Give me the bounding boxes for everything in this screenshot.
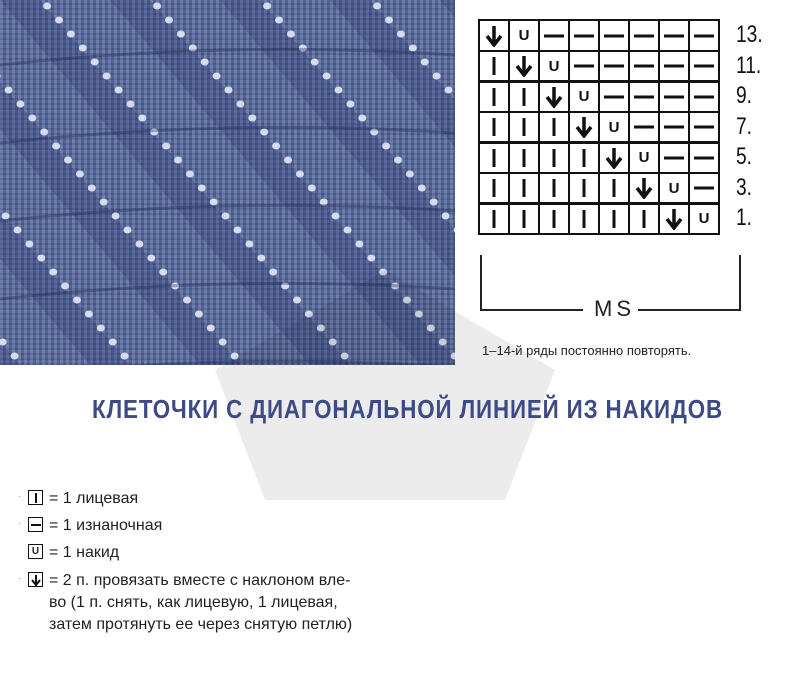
chart-cell-decrease — [478, 19, 510, 52]
pattern-title: КЛЕТОЧКИ С ДИАГОНАЛЬНОЙ ЛИНИЕЙ ИЗ НАКИДОВ — [92, 394, 724, 424]
chart-cell-purl — [658, 19, 690, 52]
chart-cell-decrease — [568, 111, 600, 144]
eyelet-hole — [213, 73, 221, 80]
legend-knit-text: = 1 лицевая — [49, 490, 139, 507]
chart-cell-knit — [538, 111, 570, 144]
chart-cell-knit — [508, 80, 540, 113]
eyelet-hole — [159, 269, 167, 276]
legend-knit: · = 1 лицевая — [18, 488, 409, 510]
eyelet-hole — [263, 3, 271, 10]
eyelet-hole — [272, 143, 280, 150]
chart-cell-purl — [598, 19, 630, 52]
eyelet-hole — [311, 59, 319, 66]
eyelet-hole — [5, 87, 13, 94]
row-number: 9. — [736, 82, 753, 109]
row-number: 7. — [736, 112, 753, 140]
eyelet-hole — [16, 101, 24, 108]
row-number: 1. — [736, 204, 753, 231]
eyelet-hole — [177, 31, 185, 38]
eyelet-hole — [445, 87, 453, 94]
eyelet-hole — [100, 199, 108, 206]
chart-cell-decrease — [538, 80, 570, 113]
eyelet-hole — [394, 157, 402, 164]
eyelet-hole — [323, 73, 331, 80]
eyelet-hole — [138, 115, 146, 122]
yarn-over-symbol-icon: U — [28, 544, 43, 559]
chart-cell-yo: U — [628, 141, 660, 174]
chart-cell-knit — [478, 202, 510, 235]
eyelet-hole — [275, 17, 283, 24]
chart-cell-knit — [538, 141, 570, 174]
legend-decrease-text-2: во (1 п. снять, как лицевую, 1 лицевая, — [49, 594, 338, 611]
legend-purl: · = 1 изнаночная — [18, 515, 409, 537]
eyelet-hole — [76, 171, 84, 178]
eyelet-hole — [421, 59, 429, 66]
eyelet-hole — [186, 171, 194, 178]
chart-cell-knit — [628, 202, 660, 235]
eyelet-hole — [79, 45, 87, 52]
chart-cell-purl — [628, 80, 660, 113]
chart-cell-knit — [478, 50, 510, 83]
chart-cell-decrease — [658, 202, 690, 235]
eyelet-hole — [112, 213, 120, 220]
eyelet-hole — [225, 87, 233, 94]
eyelet-hole — [234, 227, 242, 234]
row-number: 3. — [736, 173, 753, 201]
eyelet-hole — [14, 227, 22, 234]
chart-cell-knit — [508, 141, 540, 174]
eyelet-hole — [126, 101, 134, 108]
eyelet-hole — [88, 185, 96, 192]
eyelet-hole — [124, 227, 132, 234]
chart-cell-purl — [688, 50, 720, 83]
row-number: 5. — [736, 143, 753, 170]
eyelet-hole — [210, 199, 218, 206]
eyelet-hole — [358, 115, 366, 122]
chart-cell-yo: U — [508, 19, 540, 52]
eyelet-hole — [103, 73, 111, 80]
chart-cell-knit — [508, 202, 540, 235]
legend-decrease-text-1: = 2 п. провязать вместе с наклоном вле- — [49, 572, 351, 589]
eyelet-hole — [52, 143, 60, 150]
chart-cell-purl — [538, 19, 570, 52]
eyelet-hole — [73, 297, 81, 304]
shadow-band — [0, 0, 20, 365]
eyelet-hole — [198, 185, 206, 192]
chart-cell-knit — [568, 172, 600, 205]
chart-cell-knit — [508, 111, 540, 144]
eyelet-hole — [43, 3, 51, 10]
legend-yo — [18, 542, 409, 564]
eyelet-hole — [67, 31, 75, 38]
eyelet-hole — [406, 171, 414, 178]
chart-cell-knit — [568, 202, 600, 235]
eyelet-hole — [248, 115, 256, 122]
eyelet-hole — [332, 213, 340, 220]
repeat-label: MS — [594, 296, 635, 321]
chart-cell-purl — [568, 50, 600, 83]
knit-symbol-icon — [28, 490, 43, 505]
row-number: 13. — [736, 21, 763, 48]
eyelet-hole — [61, 283, 69, 290]
chart-cell-knit — [598, 172, 630, 205]
chart-cell-purl — [688, 80, 720, 113]
chart-cell-purl — [658, 80, 690, 113]
legend-yo-text: = 1 накид — [49, 544, 120, 561]
eyelet-hole — [2, 213, 10, 220]
eyelet-hole — [55, 17, 63, 24]
eyelet-hole — [382, 143, 390, 150]
legend-decrease: · = 2 п. провязать вместе с наклоном вле- во (1 п. снять, как лицевую, 1 лицевая, затем протянуть ее через снятую петлю) — [18, 572, 353, 633]
row-number: 11. — [736, 51, 762, 79]
chart-cell-purl — [658, 111, 690, 144]
eyelet-hole — [442, 213, 450, 220]
chart-cell-purl — [598, 50, 630, 83]
eyelet-hole — [201, 59, 209, 66]
eyelet-hole — [284, 157, 292, 164]
chart-cell-purl — [628, 50, 660, 83]
eyelet-hole — [260, 129, 268, 136]
chart-cell-purl — [688, 111, 720, 144]
chart-cell-yo: U — [658, 172, 690, 205]
chart-cell-yo: U — [568, 80, 600, 113]
eyelet-hole — [115, 87, 123, 94]
chart-cell-yo: U — [688, 202, 720, 235]
eyelet-hole — [0, 339, 7, 346]
eyelet-hole — [418, 185, 426, 192]
eyelet-hole — [147, 255, 155, 262]
chart-cell-knit — [538, 172, 570, 205]
chart-cell-decrease — [628, 172, 660, 205]
chart-cell-knit — [538, 202, 570, 235]
eyelet-hole — [97, 325, 105, 332]
eyelet-hole — [287, 31, 295, 38]
eyelet-hole — [40, 129, 48, 136]
eyelet-hole — [174, 157, 182, 164]
chart-cell-yo: U — [538, 50, 570, 83]
chart-cell-purl — [628, 111, 660, 144]
decrease-symbol-icon — [28, 572, 43, 587]
eyelet-hole — [28, 115, 36, 122]
eyelet-hole — [109, 339, 117, 346]
eyelet-hole — [346, 101, 354, 108]
eyelet-hole — [308, 185, 316, 192]
chart-cell-knit — [568, 141, 600, 174]
eyelet-hole — [430, 199, 438, 206]
eyelet-hole — [49, 269, 57, 276]
eyelet-hole — [91, 59, 99, 66]
eyelet-hole — [433, 73, 441, 80]
eyelet-hole — [373, 3, 381, 10]
legend-decrease-text-3: затем протянуть ее через снятую петлю) — [49, 616, 353, 633]
chart-cell-purl — [658, 141, 690, 174]
eyelet-hole — [355, 241, 363, 248]
chart-cell-purl — [688, 172, 720, 205]
eyelet-hole — [85, 311, 93, 318]
chart-cell-purl — [658, 50, 690, 83]
eyelet-hole — [245, 241, 253, 248]
chart-cell-purl — [598, 80, 630, 113]
eyelet-hole — [236, 101, 244, 108]
eyelet-hole — [11, 353, 19, 360]
chart-cell-purl — [568, 19, 600, 52]
chart-cell-decrease — [598, 141, 630, 174]
eyelet-hole — [0, 73, 1, 80]
chart-cell-knit — [478, 111, 510, 144]
repeat-note: 1–14-й ряды постоянно повторять. — [482, 343, 692, 358]
legend-purl-text: = 1 изнаночная — [49, 517, 163, 534]
chart-cell-knit — [508, 172, 540, 205]
chart-cell-knit — [598, 202, 630, 235]
chart-cell-yo: U — [598, 111, 630, 144]
eyelet-hole — [222, 213, 230, 220]
eyelet-hole — [344, 227, 352, 234]
eyelet-hole — [25, 241, 33, 248]
eyelet-hole — [397, 31, 405, 38]
eyelet-hole — [162, 143, 170, 150]
eyelet-hole — [153, 3, 161, 10]
purl-symbol-icon — [28, 517, 43, 532]
eyelet-hole — [165, 17, 173, 24]
eyelet-hole — [296, 171, 304, 178]
chart-cell-decrease — [508, 50, 540, 83]
chart-cell-purl — [688, 141, 720, 174]
eyelet-hole — [385, 17, 393, 24]
chart-cell-purl — [628, 19, 660, 52]
eyelet-hole — [135, 241, 143, 248]
eyelet-hole — [335, 87, 343, 94]
eyelet-hole — [64, 157, 72, 164]
chart-cell-purl — [688, 19, 720, 52]
eyelet-hole — [37, 255, 45, 262]
eyelet-hole — [409, 45, 417, 52]
chart-cell-knit — [478, 80, 510, 113]
chart-cell-knit — [478, 141, 510, 174]
eyelet-hole — [121, 353, 129, 360]
chart-cell-knit — [478, 172, 510, 205]
